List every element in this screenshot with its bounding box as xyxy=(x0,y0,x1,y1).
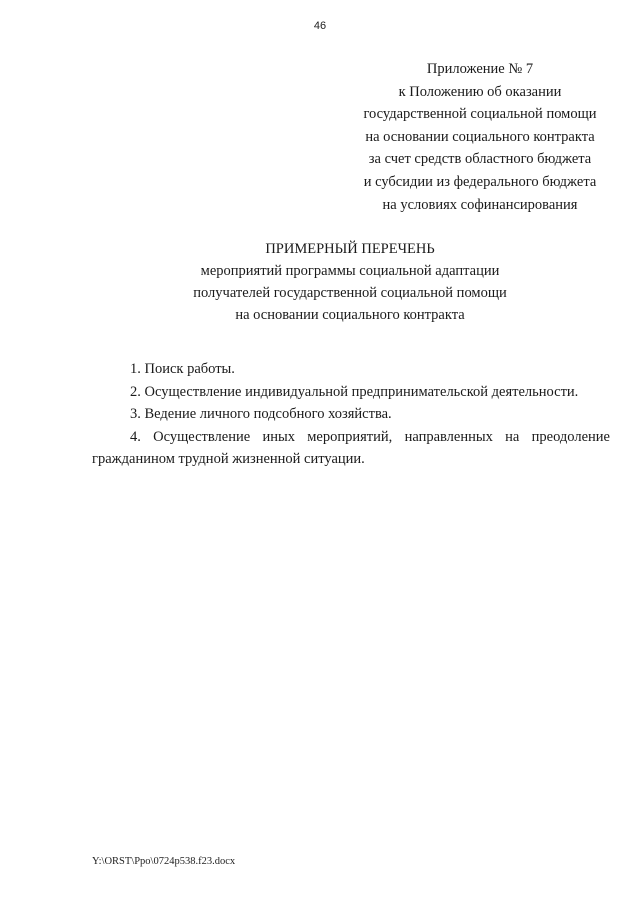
document-title xyxy=(0,238,640,326)
appendix-line: на основании социального контракта xyxy=(365,128,595,145)
list-item: 3. Ведение личного подсобного хозяйства. xyxy=(130,406,392,422)
measures-list xyxy=(92,358,610,471)
list-item: 2. Осуществление индивидуальной предпринимательской деятельности. xyxy=(130,383,579,400)
appendix-line: государственной социальной помощи xyxy=(363,106,597,123)
title-subtitle-line: получателей государственной социальной помощи xyxy=(193,285,507,301)
appendix-line: за счет средств областного бюджета xyxy=(368,151,592,168)
appendix-line: Приложение № 7 xyxy=(426,61,534,77)
list-item: 1. Поиск работы. xyxy=(130,361,235,377)
appendix-block xyxy=(320,58,640,216)
title-heading: ПРИМЕРНЫЙ ПЕРЕЧЕНЬ xyxy=(265,241,435,257)
page-number: 46 xyxy=(313,20,327,32)
appendix-line: к Положению об оказании xyxy=(398,83,562,100)
appendix-line: и субсидии из федерального бюджета xyxy=(363,173,597,190)
list-item: 4. Осуществление иных мероприятий, направленных на преодоление гражданином трудной жизненной ситуации. xyxy=(92,428,610,467)
appendix-line: на условиях софинансирования xyxy=(382,196,578,213)
title-subtitle-line: на основании социального контракта xyxy=(235,307,465,323)
footer-file-path: Y:\ORST\Ppo\0724p538.f23.docx xyxy=(92,856,236,867)
title-subtitle-line: мероприятий программы социальной адаптации xyxy=(200,263,500,279)
